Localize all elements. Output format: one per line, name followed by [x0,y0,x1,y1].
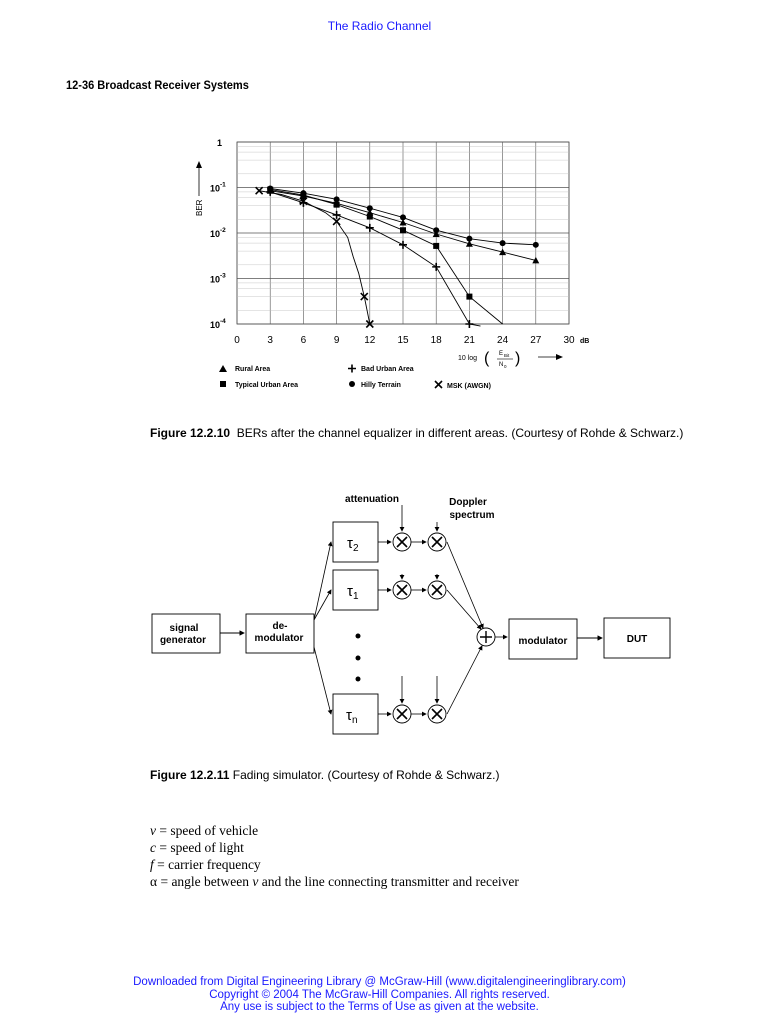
legend-bad-urban: Bad Urban Area [361,366,414,373]
figure1-caption [150,425,690,441]
x-tick-label: 18 [430,335,442,346]
chart-series [256,186,540,328]
footer-line2: Copyright © 2004 The McGraw-Hill Companies. All rights reserved. [209,988,550,1001]
x-tick-label: 30 [563,335,575,346]
point-square [334,202,340,208]
legend-circle-icon [349,381,355,387]
point-circle [533,242,539,248]
point-square [367,214,373,220]
legend-square-icon [220,381,226,387]
x-formula-num-sub: Bit [504,353,510,358]
x-formula-prefix: 10 log [458,355,478,362]
point-plus [465,320,473,328]
point-square [400,227,406,233]
y-tick-label: 1 [217,138,223,148]
legend-x-icon [435,381,442,388]
legend-msk: MSK (AWGN) [447,383,491,390]
figure2-caption-text: Fading simulator. (Courtesy of Rohde & Schwarz.) [232,768,500,782]
definition-v: v = speed of vehicle [150,823,259,838]
fading-simulator-diagram [0,480,759,760]
point-plus [399,241,407,249]
point-circle [500,240,506,246]
x-tick-label: 15 [397,335,409,346]
taun-block [333,694,378,734]
point-square [433,243,439,249]
y-tick-label: $10^{-4}$ [210,318,226,330]
x-tick-label: 24 [497,335,509,346]
y-tick-exponent: -1 [220,181,226,189]
y-tick-exponent: -3 [220,272,226,280]
x-formula-den-sub: 0 [504,364,507,369]
y-tick-label: $10^{-2}$ [210,227,226,239]
db-unit: dB [580,338,590,345]
x-tick-label: 6 [300,335,307,346]
x-axis-arrowhead [556,354,563,360]
series-line [270,192,480,326]
point-square [300,192,306,198]
footer-line1: Downloaded from Digital Engineering Library @ McGraw-Hill (www.digitalengineeringlibrary.com) [133,976,626,988]
tau1-label: $\tau_1$ [347,583,359,602]
variable-definitions [150,822,519,890]
taun-label: $\tau_n$ [346,707,358,726]
chart-ticks [210,138,575,346]
attenuation-label: attenuation [345,494,399,505]
ellipsis-dot [356,677,361,682]
tau1-block [333,570,378,610]
section-heading: 12-36 Broadcast Receiver Systems [66,78,249,92]
x-formula-den: N [499,362,504,368]
y-tick-label: $10^{-3}$ [210,272,226,285]
definition-f: f = carrier frequency [150,857,261,872]
legend-typical-urban: Typical Urban Area [235,382,299,389]
point-triangle [400,219,407,226]
point-plus [366,224,374,232]
figure2-label: Figure 12.2.11 [150,768,230,782]
modulator-label: modulator [518,636,568,647]
x-tick-label: 21 [463,335,475,346]
figure2-caption [150,767,690,783]
ber-chart [0,0,759,420]
x-tick-label: 0 [234,335,240,346]
y-axis-label: BER [195,199,204,216]
figure1-label: Figure 12.2.10 [150,426,231,440]
x-formula-rparen: ) [515,350,521,367]
x-tick-label: 27 [530,335,542,346]
footer-line3: Any use is subject to the Terms of Use as given at the website. [220,1001,539,1013]
definition-alpha: α = angle between v and the line connecting transmitter and receiver [150,874,519,889]
demodulator-line1: de- [272,621,288,632]
signal-generator-line2: generator [159,635,207,646]
series-line [270,190,502,324]
ellipsis-dot [356,656,361,661]
y-tick-exponent: -2 [220,227,226,234]
x-tick-label: 9 [333,335,340,346]
dut-label: DUT [626,634,648,645]
chart-legend [219,365,491,391]
x-tick-label: 12 [364,335,376,346]
x-formula-lparen: ( [484,350,490,367]
running-header: The Radio Channel [327,19,432,33]
tau2-block [333,522,378,562]
legend-triangle-icon [219,365,227,372]
point-plus [432,263,440,271]
y-axis-arrowhead [196,161,202,168]
legend-hilly: Hilly Terrain [361,382,401,389]
legend-plus-icon [348,365,356,373]
demodulator-line2: modulator [254,633,304,644]
x-tick-label: 3 [267,335,273,346]
footer [0,976,759,1014]
figure1-caption-text: BERs after the channel equalizer in different areas. (Courtesy of Rohde & Schwarz.) [236,426,684,440]
series-typical-urban-area [267,187,502,324]
tau2-label: $\tau_2$ [347,535,359,554]
multiplier-rows [378,505,446,723]
x-formula-num: E [499,351,504,357]
ellipsis-dot [356,634,361,639]
signal-generator-line1: signal [169,623,199,634]
doppler-line1: Doppler [449,497,487,508]
definition-c: c = speed of light [150,840,244,855]
doppler-line2: spectrum [449,510,495,521]
point-square [466,294,472,300]
y-tick-exponent: -4 [220,318,226,325]
legend-rural: Rural Area [235,366,271,373]
y-tick-label: $10^{-1}$ [210,181,226,194]
